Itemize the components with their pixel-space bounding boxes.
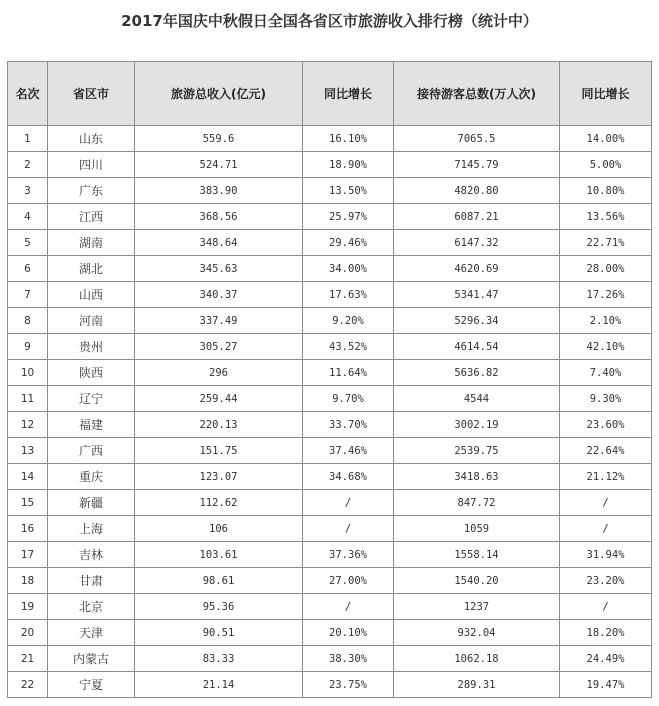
total-revenue-cell: 368.56: [135, 204, 303, 230]
table-row: [8, 308, 652, 334]
table-row: [8, 594, 652, 620]
total-revenue-cell: 123.07: [135, 464, 303, 490]
visitor-growth-cell: 17.26%: [560, 282, 652, 308]
visitor-growth-cell: 5.00%: [560, 152, 652, 178]
total-visitors-cell: 932.04: [394, 620, 560, 646]
rank-cell: 22: [8, 672, 48, 698]
total-revenue-cell: 220.13: [135, 412, 303, 438]
visitor-growth-cell: 18.20%: [560, 620, 652, 646]
visitor-growth-cell: 24.49%: [560, 646, 652, 672]
revenue-growth-cell: 9.20%: [303, 308, 394, 334]
total-visitors-cell: 2539.75: [394, 438, 560, 464]
table-row: [8, 464, 652, 490]
total-revenue-cell: 98.61: [135, 568, 303, 594]
total-visitors-cell: 4820.80: [394, 178, 560, 204]
table-row: [8, 178, 652, 204]
rank-cell: 13: [8, 438, 48, 464]
rank-cell: 14: [8, 464, 48, 490]
table-row: [8, 490, 652, 516]
visitor-growth-cell: /: [560, 594, 652, 620]
rank-cell: 21: [8, 646, 48, 672]
province-cell: 福建: [48, 412, 135, 438]
visitor-growth-cell: 19.47%: [560, 672, 652, 698]
total-visitors-cell: 4544: [394, 386, 560, 412]
revenue-growth-cell: /: [303, 490, 394, 516]
rank-cell: 12: [8, 412, 48, 438]
total-visitors-cell: 3418.63: [394, 464, 560, 490]
total-revenue-cell: 296: [135, 360, 303, 386]
revenue-growth-cell: 17.63%: [303, 282, 394, 308]
visitor-growth-cell: 42.10%: [560, 334, 652, 360]
total-visitors-cell: 1237: [394, 594, 560, 620]
rank-cell: 9: [8, 334, 48, 360]
table-body: [8, 126, 652, 698]
table-row: [8, 620, 652, 646]
rank-cell: 6: [8, 256, 48, 282]
total-revenue-cell: 90.51: [135, 620, 303, 646]
table-row: [8, 360, 652, 386]
province-cell: 山西: [48, 282, 135, 308]
province-cell: 吉林: [48, 542, 135, 568]
total-visitors-cell: 847.72: [394, 490, 560, 516]
rank-cell: 2: [8, 152, 48, 178]
table-row: [8, 282, 652, 308]
rank-cell: 17: [8, 542, 48, 568]
total-visitors-cell: 7145.79: [394, 152, 560, 178]
visitor-growth-cell: 13.56%: [560, 204, 652, 230]
visitor-growth-cell: 23.20%: [560, 568, 652, 594]
table-row: [8, 516, 652, 542]
table-row: [8, 126, 652, 152]
province-cell: 江西: [48, 204, 135, 230]
rank-cell: 1: [8, 126, 48, 152]
revenue-growth-cell: 43.52%: [303, 334, 394, 360]
table-row: [8, 204, 652, 230]
province-cell: 重庆: [48, 464, 135, 490]
table-header: [8, 62, 652, 126]
table-row: [8, 386, 652, 412]
total-revenue-cell: 559.6: [135, 126, 303, 152]
header-row: [8, 62, 652, 126]
total-revenue-cell: 106: [135, 516, 303, 542]
table-row: [8, 542, 652, 568]
total-visitors-cell: 4620.69: [394, 256, 560, 282]
revenue-growth-cell: 33.70%: [303, 412, 394, 438]
table-row: [8, 412, 652, 438]
table-row: [8, 646, 652, 672]
province-cell: 贵州: [48, 334, 135, 360]
revenue-growth-cell: /: [303, 516, 394, 542]
visitor-growth-cell: /: [560, 490, 652, 516]
total-visitors-cell: 289.31: [394, 672, 560, 698]
visitor-growth-cell: 10.80%: [560, 178, 652, 204]
rank-cell: 10: [8, 360, 48, 386]
total-visitors-cell: 6087.21: [394, 204, 560, 230]
total-revenue-cell: 83.33: [135, 646, 303, 672]
total-revenue-cell: 95.36: [135, 594, 303, 620]
total-visitors-cell: 1558.14: [394, 542, 560, 568]
visitor-growth-cell: 21.12%: [560, 464, 652, 490]
total-visitors-cell: 1062.18: [394, 646, 560, 672]
table-row: [8, 230, 652, 256]
total-visitors-cell: 7065.5: [394, 126, 560, 152]
visitor-growth-cell: 22.64%: [560, 438, 652, 464]
total-visitors-cell: 5341.47: [394, 282, 560, 308]
province-cell: 广西: [48, 438, 135, 464]
revenue-growth-cell: 23.75%: [303, 672, 394, 698]
table-row: [8, 334, 652, 360]
total-revenue-cell: 21.14: [135, 672, 303, 698]
revenue-growth-cell: 16.10%: [303, 126, 394, 152]
revenue-growth-cell: 37.46%: [303, 438, 394, 464]
table-row: [8, 256, 652, 282]
visitor-growth-cell: 9.30%: [560, 386, 652, 412]
visitor-growth-cell: 7.40%: [560, 360, 652, 386]
total-revenue-cell: 345.63: [135, 256, 303, 282]
visitor-growth-cell: 22.71%: [560, 230, 652, 256]
revenue-growth-cell: 34.68%: [303, 464, 394, 490]
page-title: 2017年国庆中秋假日全国各省区市旅游收入排行榜（统计中）: [121, 12, 538, 30]
province-cell: 上海: [48, 516, 135, 542]
total-revenue-cell: 151.75: [135, 438, 303, 464]
rank-cell: 20: [8, 620, 48, 646]
revenue-growth-cell: 20.10%: [303, 620, 394, 646]
rank-cell: 4: [8, 204, 48, 230]
province-cell: 辽宁: [48, 386, 135, 412]
revenue-growth-cell: 11.64%: [303, 360, 394, 386]
rank-cell: 3: [8, 178, 48, 204]
rank-cell: 7: [8, 282, 48, 308]
rank-cell: 18: [8, 568, 48, 594]
table-row: [8, 672, 652, 698]
total-revenue-cell: 112.62: [135, 490, 303, 516]
province-cell: 新疆: [48, 490, 135, 516]
rank-cell: 15: [8, 490, 48, 516]
province-cell: 山东: [48, 126, 135, 152]
table-row: [8, 438, 652, 464]
total-revenue-cell: 259.44: [135, 386, 303, 412]
total-visitors-cell: 1059: [394, 516, 560, 542]
total-revenue-cell: 340.37: [135, 282, 303, 308]
rank-cell: 5: [8, 230, 48, 256]
province-cell: 甘肃: [48, 568, 135, 594]
header-rank: 名次: [8, 62, 48, 126]
revenue-growth-cell: 25.97%: [303, 204, 394, 230]
visitor-growth-cell: 31.94%: [560, 542, 652, 568]
total-visitors-cell: 4614.54: [394, 334, 560, 360]
total-visitors-cell: 1540.20: [394, 568, 560, 594]
total-revenue-cell: 348.64: [135, 230, 303, 256]
revenue-growth-cell: 38.30%: [303, 646, 394, 672]
total-visitors-cell: 5296.34: [394, 308, 560, 334]
visitor-growth-cell: 23.60%: [560, 412, 652, 438]
province-cell: 广东: [48, 178, 135, 204]
ranking-table: [7, 61, 652, 698]
total-revenue-cell: 305.27: [135, 334, 303, 360]
province-cell: 北京: [48, 594, 135, 620]
province-cell: 湖北: [48, 256, 135, 282]
visitor-growth-cell: 14.00%: [560, 126, 652, 152]
visitor-growth-cell: 28.00%: [560, 256, 652, 282]
revenue-growth-cell: 34.00%: [303, 256, 394, 282]
visitor-growth-cell: /: [560, 516, 652, 542]
total-revenue-cell: 337.49: [135, 308, 303, 334]
visitor-growth-cell: 2.10%: [560, 308, 652, 334]
province-cell: 天津: [48, 620, 135, 646]
rank-cell: 19: [8, 594, 48, 620]
revenue-growth-cell: 13.50%: [303, 178, 394, 204]
province-cell: 宁夏: [48, 672, 135, 698]
header-visitor-growth: 同比增长: [560, 62, 652, 126]
rank-cell: 16: [8, 516, 48, 542]
revenue-growth-cell: 37.36%: [303, 542, 394, 568]
rank-cell: 11: [8, 386, 48, 412]
total-visitors-cell: 5636.82: [394, 360, 560, 386]
header-total-visitors: 接待游客总数(万人次): [394, 62, 560, 126]
province-cell: 陕西: [48, 360, 135, 386]
header-revenue-growth: 同比增长: [303, 62, 394, 126]
total-visitors-cell: 3002.19: [394, 412, 560, 438]
revenue-growth-cell: 9.70%: [303, 386, 394, 412]
province-cell: 四川: [48, 152, 135, 178]
rank-cell: 8: [8, 308, 48, 334]
province-cell: 湖南: [48, 230, 135, 256]
header-province: 省区市: [48, 62, 135, 126]
revenue-growth-cell: 29.46%: [303, 230, 394, 256]
total-revenue-cell: 103.61: [135, 542, 303, 568]
total-visitors-cell: 6147.32: [394, 230, 560, 256]
province-cell: 内蒙古: [48, 646, 135, 672]
table-row: [8, 152, 652, 178]
revenue-growth-cell: 27.00%: [303, 568, 394, 594]
revenue-growth-cell: /: [303, 594, 394, 620]
header-total-revenue: 旅游总收入(亿元): [135, 62, 303, 126]
table-row: [8, 568, 652, 594]
total-revenue-cell: 383.90: [135, 178, 303, 204]
total-revenue-cell: 524.71: [135, 152, 303, 178]
revenue-growth-cell: 18.90%: [303, 152, 394, 178]
province-cell: 河南: [48, 308, 135, 334]
